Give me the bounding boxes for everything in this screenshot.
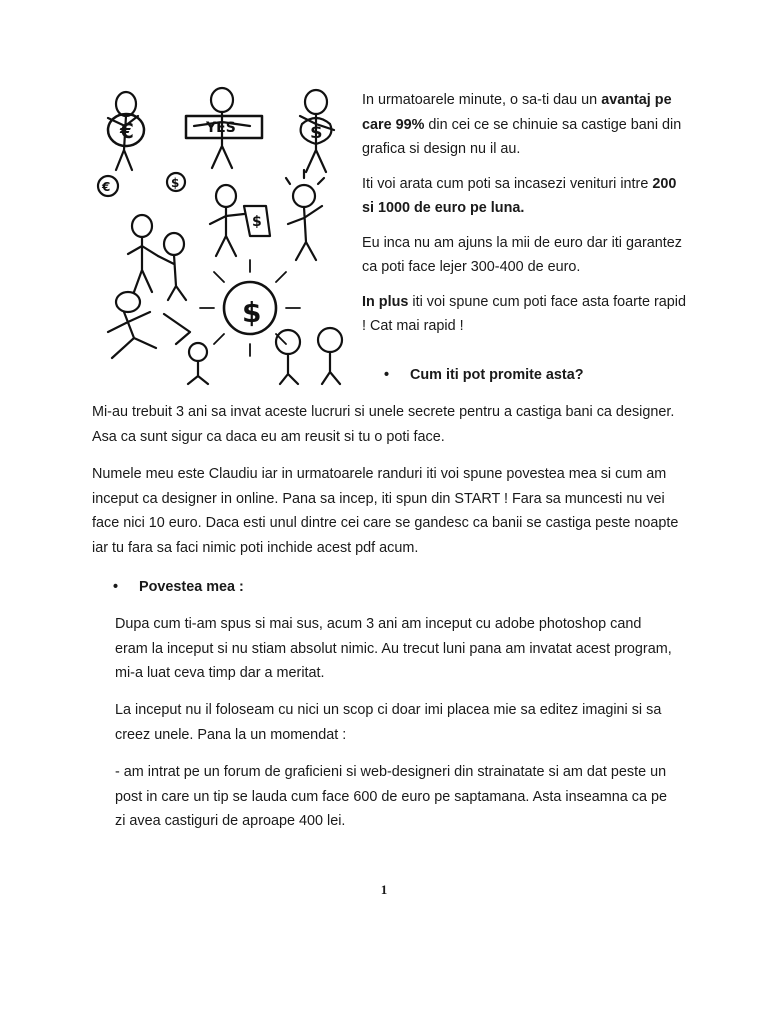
story-paragraph-1: Dupa cum ti-am spus si mai sus, acum 3 ani am inceput cu adobe photoshop cand eram la inceput si nu stiam absolut nimic. Au trecut luni pana am invatat acest program, mi-a luat ceva timp dar a meritat. [115, 616, 672, 681]
euro-symbol-1: € [120, 119, 134, 143]
yes-sign-text: YES [206, 120, 236, 136]
bullet-story: • Povestea mea : [113, 575, 244, 599]
figure-thinking-euro [98, 176, 186, 300]
bullet-dot: • [384, 367, 390, 383]
dollar-symbol-sun: $ [242, 296, 262, 329]
bullet-dot: • [113, 579, 119, 595]
story-paragraph-3: - am intrat pe un forum de graficieni si web-designeri din strainatate si am dat peste un post in care un tip se lauda cum face 600 de euro pe saptamana. Asta inseamna ca pe zi avea castiguri de aproape 400 lei. [115, 764, 667, 829]
body-paragraph-1: Mi-au trebuit 3 ani sa invat aceste lucruri si unele secrete pentru a castiga bani ca designer. Asa ca sunt sigur ca daca eu am reusit si tu o poti face. [92, 404, 675, 445]
money-figures-illustration [94, 86, 348, 386]
intro-paragraph-2: Iti voi arata cum poti sa incasezi venituri intre 200 si 1000 de euro pe luna. [362, 175, 677, 216]
figure-running [108, 292, 190, 358]
euro-symbol-2: € [102, 180, 111, 194]
intro-paragraph-4: In plus iti voi spune cum poti face asta foarte rapid ! Cat mai rapid ! [362, 293, 686, 334]
intro-paragraph-3: Eu inca nu am ajuns la mii de euro dar iti garantez ca poti face lejer 300-400 de euro. [362, 234, 682, 275]
dollar-symbol-1: $ [310, 122, 323, 143]
bullet-promise: • Cum iti pot promite asta? [384, 363, 584, 387]
body-paragraph-2: Numele meu este Claudiu iar in urmatoarele randuri iti voi spune povestea mea si cum am inceput ca designer in online. Pana sa incep, iti spun din START ! Fara sa muncesti nu vei face nici 10 euro. Daca esti unul dintre cei care se gandesc ca banii se castiga peste noapte iar tu fara sa faci nimic poti inchide acest pdf acum. [92, 466, 679, 556]
dollar-symbol-2: $ [171, 176, 180, 190]
dollar-symbol-3: $ [252, 214, 262, 230]
figure-idea [286, 170, 324, 260]
intro-column [362, 88, 692, 349]
figures-crouching [188, 328, 342, 384]
page-number: 1 [380, 882, 388, 897]
story-paragraph-2: La inceput nu il foloseam cu nici un scop ci doar imi placea mie sa editez imagini si sa creez unele. Pana la un momendat : [115, 702, 662, 743]
intro-paragraph-1: In urmatoarele minute, o sa-ti dau un avantaj pe care 99% din cei ce se chinuie sa castige bani din grafica si design nu il au. [362, 92, 682, 157]
